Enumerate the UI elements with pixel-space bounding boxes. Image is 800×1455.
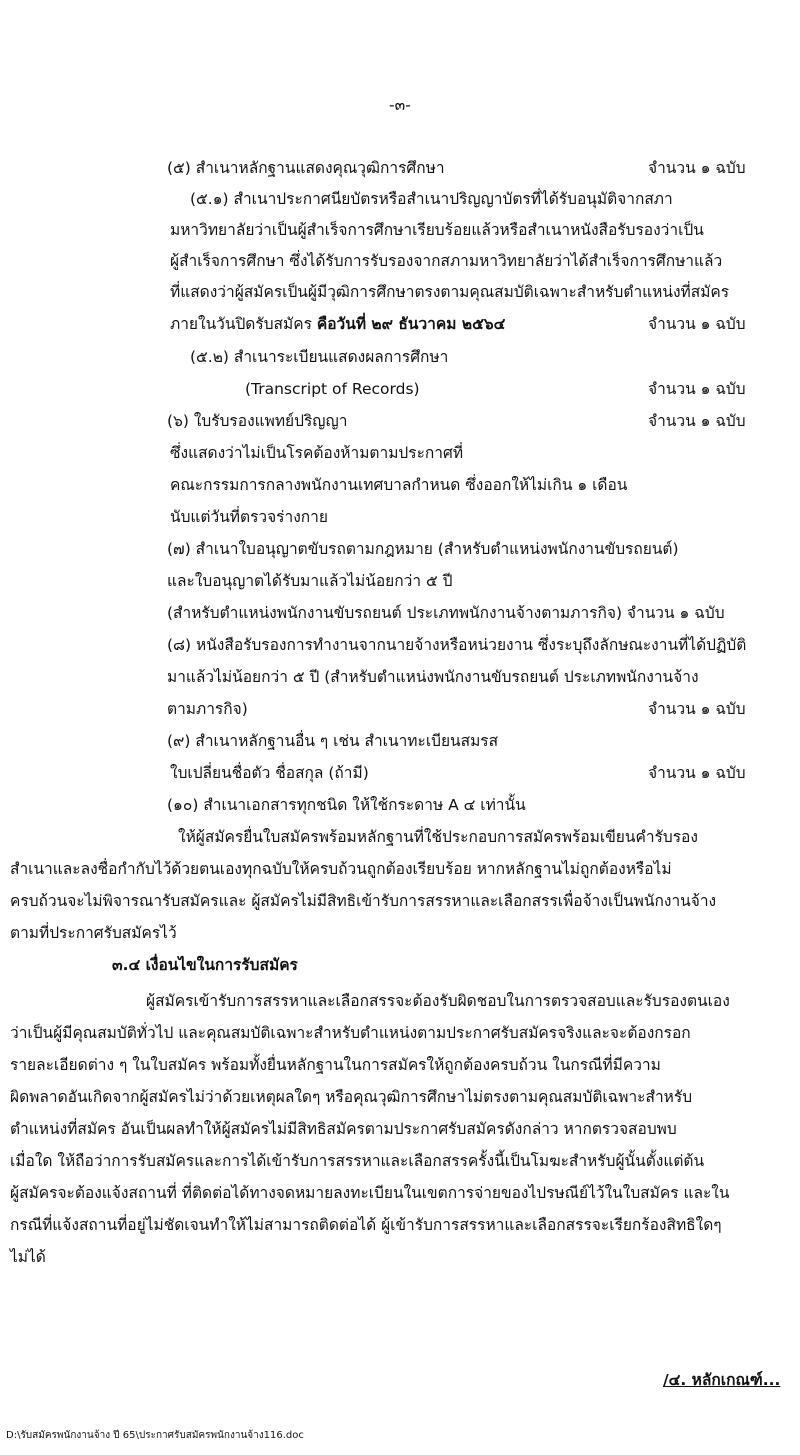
item-6-line1: (๖) ใบรับรองแพทย์ปริญญา	[167, 412, 348, 430]
item-6-line2: ซึ่งแสดงว่าไม่เป็นโรคต้องห้ามตามประกาศที่	[170, 444, 464, 462]
item-5-1-line5	[170, 313, 505, 335]
section-heading: ๓.๔ เงื่อนไขในการรับสมัคร	[112, 956, 298, 974]
para2-line3: รายละเอียดต่าง ๆ ในใบสมัคร พร้อมทั้งยื่นหลักฐานในการสมัครให้ถูกต้องครบถ้วน ในกรณีที่มีความ	[10, 1056, 661, 1074]
item-7-line1: (๗) สำเนาใบอนุญาตขับรถตามกฎหมาย (สำหรับตำแหน่งพนักงานขับรถยนต์)	[167, 540, 679, 558]
item-6-line4: นับแต่วันที่ตรวจร่างกาย	[170, 508, 328, 526]
item-5-1-line3: ผู้สำเร็จการศึกษา ซึ่งได้รับการรับรองจากสภามหาวิทยาลัยว่าได้สำเร็จการศึกษาแล้ว	[170, 252, 723, 270]
para2-line2: ว่าเป็นผู้มีคุณสมบัติทั่วไป และคุณสมบัติเฉพาะสำหรับตำแหน่งตามประกาศรับสมัครจริงและจะต้องกรอก	[10, 1024, 691, 1042]
item-5-1-count: จำนวน ๑ ฉบับ	[648, 315, 746, 333]
item-5-1-line4: ที่แสดงว่าผู้สมัครเป็นผู้มีวุฒิการศึกษาตรงตามคุณสมบัติเฉพาะสำหรับตำแหน่งที่สมัคร	[170, 283, 730, 301]
item-9-count: จำนวน ๑ ฉบับ	[648, 764, 746, 782]
continuation-marker: /๔. หลักเกณฑ์...	[663, 1371, 781, 1389]
item-5-1-line5-text: ภายในวันปิดรับสมัคร	[170, 315, 317, 333]
item-5-count: จำนวน ๑ ฉบับ	[648, 159, 746, 177]
item-9-line1: (๙) สำเนาหลักฐานอื่น ๆ เช่น สำเนาทะเบียนสมรส	[167, 732, 499, 750]
item-7-line3: (สำหรับตำแหน่งพนักงานขับรถยนต์ ประเภทพนักงานจ้างตามภารกิจ) จำนวน ๑ ฉบับ	[167, 604, 725, 622]
para1-line3: ครบถ้วนจะไม่พิจารณารับสมัครและ ผู้สมัครไม่มีสิทธิเข้ารับการสรรหาและเลือกสรรเพื่อจ้างเป็นพนักงานจ้าง	[10, 892, 717, 910]
item-10-line1: (๑๐) สำเนาเอกสารทุกชนิด ให้ใช้กระดาษ A ๔ เท่านั้น	[167, 796, 526, 814]
para2-line1: ผู้สมัครเข้ารับการสรรหาและเลือกสรรจะต้องรับผิดชอบในการตรวจสอบและรับรองตนเอง	[146, 992, 730, 1010]
closing-date: คือวันที่ ๒๙ ธันวาคม ๒๕๖๔	[316, 315, 506, 333]
footer-file-path: D:\รับสมัครพนักงานจ้าง ปี 65\ประกาศรับสมัครพนักงานจ้าง116.doc	[6, 1430, 304, 1441]
item-8-line2: มาแล้วไม่น้อยกว่า ๕ ปี (สำหรับตำแหน่งพนักงานขับรถยนต์ ประเภทพนักงานจ้าง	[167, 668, 699, 686]
page-number: -๓-	[389, 96, 411, 114]
item-5-2-line1: (๕.๒) สำเนาระเบียนแสดงผลการศึกษา	[190, 348, 449, 366]
para1-line4: ตามที่ประกาศรับสมัครไว้	[10, 924, 177, 942]
item-8-line3: ตามภารกิจ)	[167, 700, 248, 718]
item-6-line3: คณะกรรมการกลางพนักงานเทศบาลกำหนด ซึ่งออกให้ไม่เกิน ๑ เดือน	[170, 476, 628, 494]
item-7-line2: และใบอนุญาตได้รับมาแล้วไม่น้อยกว่า ๕ ปี	[167, 572, 453, 590]
para2-line8: กรณีที่แจ้งสถานที่อยู่ไม่ชัดเจนทำให้ไม่สามารถติดต่อได้ ผู้เข้ารับการสรรหาและเลือกสรรจะเรียกร้องสิทธิใดๆ	[10, 1216, 722, 1234]
item-8-line1: (๘) หนังสือรับรองการทำงานจากนายจ้างหรือหน่วยงาน ซึ่งระบุถึงลักษณะงานที่ได้ปฏิบัติ	[167, 636, 747, 654]
item-6-count: จำนวน ๑ ฉบับ	[648, 412, 746, 430]
item-5-2-line2: (Transcript of Records)	[245, 380, 420, 398]
para2-line4: ผิดพลาดอันเกิดจากผู้สมัครไม่ว่าด้วยเหตุผลใดๆ หรือคุณวุฒิการศึกษาไม่ตรงตามคุณสมบัติเฉพาะสำหรับ	[10, 1088, 693, 1106]
para1-line2: สำเนาและลงชื่อกำกับไว้ด้วยตนเองทุกฉบับให้ครบถ้วนถูกต้องเรียบร้อย หากหลักฐานไม่ถูกต้องหรือไม่	[10, 860, 672, 878]
item-5-2-count: จำนวน ๑ ฉบับ	[648, 380, 746, 398]
item-9-line2: ใบเปลี่ยนชื่อตัว ชื่อสกุล (ถ้ามี)	[170, 764, 369, 782]
para2-line7: ผู้สมัครจะต้องแจ้งสถานที่ ที่ติดต่อได้ทางจดหมายลงทะเบียนในเขตการจ่ายของไปรษณีย์ไว้ในใบสมัคร และใน	[10, 1184, 730, 1202]
para2-line9: ไม่ได้	[10, 1248, 46, 1266]
para2-line6: เมื่อใด ให้ถือว่าการรับสมัครและการได้เข้ารับการสรรหาและเลือกสรรครั้งนี้เป็นโมฆะสำหรับผู้นั้นตั้งแต่ต้น	[10, 1152, 705, 1170]
item-8-count: จำนวน ๑ ฉบับ	[648, 700, 746, 718]
item-5-1-line1: (๕.๑) สำเนาประกาศนียบัตรหรือสำเนาปริญญาบัตรที่ได้รับอนุมัติจากสภา	[190, 190, 673, 208]
para2-line5: ตำแหน่งที่สมัคร อันเป็นผลทำให้ผู้สมัครไม่มีสิทธิสมัครตามประกาศรับสมัครดังกล่าว หากตรวจสอบพบ	[10, 1120, 677, 1138]
item-5-1-line2: มหาวิทยาลัยว่าเป็นผู้สำเร็จการศึกษาเรียบร้อยแล้วหรือสำเนาหนังสือรับรองว่าเป็น	[170, 221, 704, 239]
para1-line1: ให้ผู้สมัครยื่นใบสมัครพร้อมหลักฐานที่ใช้ประกอบการสมัครพร้อมเขียนคำรับรอง	[178, 828, 698, 846]
item-5-text: (๕) สำเนาหลักฐานแสดงคุณวุฒิการศึกษา	[167, 159, 445, 177]
